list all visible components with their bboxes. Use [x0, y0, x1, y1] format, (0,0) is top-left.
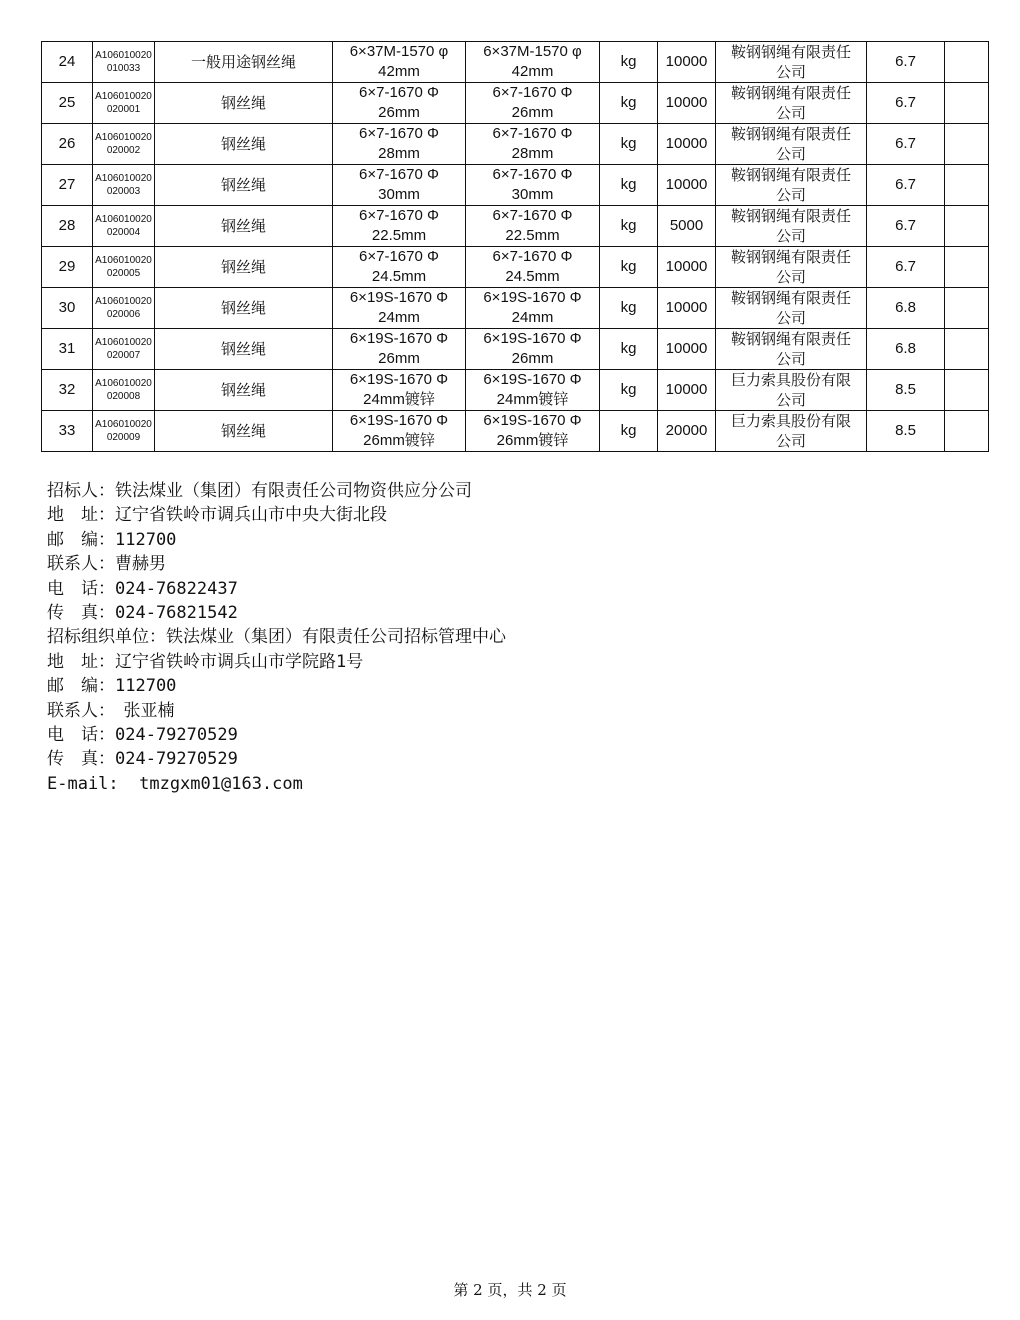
spec-model-cell — [466, 329, 600, 370]
manufacturer-cell — [716, 411, 867, 452]
material-code-cell — [93, 206, 155, 247]
spec-text: 26mm镀锌 — [363, 432, 435, 449]
table-row — [42, 288, 989, 329]
price-cell — [867, 165, 945, 206]
material-name-cell — [155, 83, 333, 124]
material-name-text: 钢丝绳 — [220, 299, 266, 317]
material-code-cell — [93, 370, 155, 411]
table-row — [42, 83, 989, 124]
spec-cell — [333, 165, 466, 206]
page-number: 第 2 页，共 2 页 — [453, 1281, 567, 1299]
table-row — [42, 329, 989, 370]
quantity-cell — [658, 288, 716, 329]
spec-model-cell — [466, 83, 600, 124]
material-code-text: A106010020 — [95, 337, 152, 348]
spec-model-text: 6×7-1670 Φ — [492, 248, 573, 265]
material-code-text: 020002 — [106, 145, 141, 156]
spec-text: 6×19S-1670 Φ — [349, 412, 449, 429]
manufacturer-text: 公司 — [775, 309, 806, 327]
manufacturer-text: 鞍钢钢绳有限责任 — [730, 289, 851, 307]
material-code-text: A106010020 — [95, 296, 152, 307]
material-code-cell — [93, 165, 155, 206]
spec-model-text: 24mm — [511, 309, 554, 326]
manufacturer-text: 鞍钢钢绳有限责任 — [730, 207, 851, 225]
spec-text: 22.5mm — [371, 227, 427, 244]
material-code-cell — [93, 83, 155, 124]
material-code-text: A106010020 — [95, 132, 152, 143]
material-name-cell — [155, 288, 333, 329]
material-code-text: 020003 — [106, 186, 141, 197]
price-text: 6.8 — [895, 340, 916, 357]
material-code-text: 020007 — [106, 350, 141, 361]
row-number-text: 28 — [58, 217, 76, 234]
manufacturer-text: 鞍钢钢绳有限责任 — [730, 43, 851, 61]
table-row — [42, 247, 989, 288]
spec-model-text: 22.5mm — [505, 227, 560, 244]
row-number-cell — [42, 288, 93, 329]
spec-model-cell — [466, 42, 600, 83]
row-number-text: 29 — [58, 258, 76, 275]
unit-cell — [600, 288, 658, 329]
material-name-text: 钢丝绳 — [220, 422, 266, 440]
row-number-text: 26 — [58, 135, 76, 152]
row-number-cell — [42, 247, 93, 288]
row-number-cell — [42, 165, 93, 206]
info-line: 联系人：曹赫男 — [47, 554, 166, 575]
remark-cell — [945, 42, 989, 83]
unit-text: kg — [620, 381, 637, 398]
price-text: 6.8 — [895, 299, 916, 316]
remark-cell — [945, 124, 989, 165]
table-row — [42, 165, 989, 206]
info-line: 招标人：铁法煤业（集团）有限责任公司物资供应分公司 — [47, 481, 472, 501]
quantity-text: 10000 — [665, 176, 708, 193]
spec-text: 24mm — [378, 309, 420, 326]
material-code-text: A106010020 — [95, 255, 152, 266]
spec-text: 6×7-1670 Φ — [359, 166, 439, 183]
quantity-text: 10000 — [665, 381, 708, 398]
price-text: 6.7 — [895, 94, 916, 111]
table-row — [42, 370, 989, 411]
info-line: 电 话：024-76822437 — [47, 578, 238, 599]
table-row — [42, 124, 989, 165]
material-code-text: A106010020 — [95, 214, 152, 225]
row-number-text: 30 — [58, 299, 76, 316]
unit-text: kg — [620, 94, 637, 111]
spec-text: 6×7-1670 Φ — [359, 207, 439, 224]
material-code-cell — [93, 42, 155, 83]
spec-text: 6×19S-1670 Φ — [349, 289, 449, 306]
manufacturer-text: 公司 — [775, 432, 806, 450]
quantity-cell — [658, 411, 716, 452]
material-code-text: 020004 — [106, 227, 141, 238]
price-text: 6.7 — [895, 258, 916, 275]
info-line: 联系人： 张亚楠 — [47, 700, 175, 721]
spec-cell — [333, 370, 466, 411]
spec-model-text: 6×19S-1670 Φ — [483, 371, 582, 388]
price-text: 6.7 — [895, 176, 916, 193]
manufacturer-cell — [716, 83, 867, 124]
remark-cell — [945, 83, 989, 124]
spec-model-cell — [466, 206, 600, 247]
info-line: 地 址：辽宁省铁岭市调兵山市学院路1号 — [47, 651, 364, 672]
material-code-text: A106010020 — [95, 91, 152, 102]
material-name-text: 钢丝绳 — [220, 258, 266, 276]
material-name-cell — [155, 329, 333, 370]
spec-text: 6×37M-1570 φ — [349, 43, 449, 60]
manufacturer-text: 公司 — [775, 227, 806, 245]
manufacturer-text: 鞍钢钢绳有限责任 — [730, 330, 851, 348]
materials-table — [41, 41, 989, 452]
manufacturer-text: 公司 — [775, 145, 806, 163]
row-number-text: 25 — [58, 94, 76, 111]
material-name-text: 钢丝绳 — [220, 217, 266, 235]
price-cell — [867, 370, 945, 411]
quantity-text: 10000 — [665, 135, 708, 152]
material-code-text: 020009 — [106, 432, 141, 443]
spec-model-text: 24mm镀锌 — [496, 391, 569, 408]
price-text: 8.5 — [895, 422, 916, 439]
remark-cell — [945, 206, 989, 247]
spec-text: 26mm — [378, 104, 420, 121]
row-number-text: 24 — [58, 53, 76, 70]
unit-text: kg — [620, 53, 637, 70]
quantity-cell — [658, 247, 716, 288]
material-name-text: 钢丝绳 — [220, 135, 266, 153]
row-number-cell — [42, 329, 93, 370]
unit-text: kg — [620, 217, 637, 234]
unit-cell — [600, 42, 658, 83]
row-number-cell — [42, 42, 93, 83]
material-name-text: 钢丝绳 — [220, 340, 266, 358]
info-line: 传 真：024-76821542 — [47, 602, 238, 623]
quantity-text: 10000 — [665, 53, 708, 70]
info-line: 地 址：辽宁省铁岭市调兵山市中央大街北段 — [47, 505, 387, 526]
material-code-cell — [93, 329, 155, 370]
quantity-cell — [658, 83, 716, 124]
quantity-cell — [658, 329, 716, 370]
material-code-text: A106010020 — [95, 419, 152, 430]
price-cell — [867, 247, 945, 288]
manufacturer-text: 公司 — [775, 104, 806, 122]
spec-text: 6×19S-1670 Φ — [349, 371, 449, 388]
remark-cell — [945, 247, 989, 288]
spec-cell — [333, 83, 466, 124]
remark-cell — [945, 288, 989, 329]
spec-model-text: 6×19S-1670 Φ — [483, 412, 582, 429]
spec-cell — [333, 288, 466, 329]
row-number-cell — [42, 370, 93, 411]
material-code-text: A106010020 — [95, 50, 152, 61]
price-text: 6.7 — [895, 135, 916, 152]
spec-model-text: 26mm — [511, 350, 554, 367]
spec-text: 24.5mm — [371, 268, 427, 285]
quantity-cell — [658, 124, 716, 165]
unit-cell — [600, 206, 658, 247]
row-number-cell — [42, 83, 93, 124]
spec-model-text: 6×7-1670 Φ — [492, 125, 573, 142]
material-name-cell — [155, 411, 333, 452]
quantity-text: 10000 — [665, 258, 708, 275]
material-name-cell — [155, 206, 333, 247]
manufacturer-cell — [716, 288, 867, 329]
quantity-cell — [658, 165, 716, 206]
spec-model-text: 6×19S-1670 Φ — [483, 330, 582, 347]
row-number-cell — [42, 206, 93, 247]
spec-model-cell — [466, 247, 600, 288]
row-number-text: 32 — [58, 381, 76, 398]
material-name-cell — [155, 370, 333, 411]
price-cell — [867, 329, 945, 370]
unit-cell — [600, 124, 658, 165]
unit-text: kg — [620, 422, 637, 439]
info-line: 电 话：024-79270529 — [47, 724, 238, 745]
material-name-text: 一般用途钢丝绳 — [190, 53, 296, 71]
material-name-text: 钢丝绳 — [220, 94, 266, 112]
quantity-text: 5000 — [669, 217, 704, 234]
manufacturer-text: 鞍钢钢绳有限责任 — [730, 125, 851, 143]
unit-cell — [600, 329, 658, 370]
spec-cell — [333, 206, 466, 247]
unit-text: kg — [620, 176, 637, 193]
spec-model-text: 6×19S-1670 Φ — [483, 289, 582, 306]
material-code-cell — [93, 124, 155, 165]
manufacturer-text: 巨力索具股份有限 — [730, 412, 851, 430]
unit-text: kg — [620, 258, 637, 275]
row-number-cell — [42, 124, 93, 165]
spec-text: 24mm镀锌 — [363, 391, 435, 408]
price-cell — [867, 83, 945, 124]
price-text: 8.5 — [895, 381, 916, 398]
spec-model-text: 26mm镀锌 — [496, 432, 569, 449]
spec-cell — [333, 247, 466, 288]
manufacturer-text: 公司 — [775, 350, 806, 368]
material-code-text: 020008 — [106, 391, 141, 402]
material-code-text: 020005 — [106, 268, 141, 279]
spec-model-text: 28mm — [511, 145, 554, 162]
info-line: 邮 编：112700 — [47, 529, 177, 550]
manufacturer-cell — [716, 370, 867, 411]
price-text: 6.7 — [895, 53, 916, 70]
material-name-cell — [155, 247, 333, 288]
manufacturer-text: 鞍钢钢绳有限责任 — [730, 84, 851, 102]
spec-text: 28mm — [378, 145, 420, 162]
spec-model-text: 6×7-1670 Φ — [492, 207, 573, 224]
quantity-text: 20000 — [665, 422, 708, 439]
manufacturer-cell — [716, 42, 867, 83]
unit-text: kg — [620, 299, 637, 316]
material-name-text: 钢丝绳 — [220, 381, 266, 399]
row-number-text: 33 — [58, 422, 76, 439]
spec-model-cell — [466, 124, 600, 165]
spec-text: 6×7-1670 Φ — [359, 125, 439, 142]
spec-text: 6×19S-1670 Φ — [349, 330, 449, 347]
unit-cell — [600, 165, 658, 206]
quantity-text: 10000 — [665, 299, 708, 316]
row-number-text: 31 — [58, 340, 76, 357]
price-cell — [867, 288, 945, 329]
price-cell — [867, 124, 945, 165]
spec-model-text: 6×7-1670 Φ — [492, 166, 573, 183]
spec-model-text: 24.5mm — [505, 268, 560, 285]
unit-cell — [600, 411, 658, 452]
spec-text: 6×7-1670 Φ — [359, 84, 439, 101]
row-number-cell — [42, 411, 93, 452]
material-code-cell — [93, 247, 155, 288]
spec-model-text: 30mm — [511, 186, 554, 203]
table-row — [42, 206, 989, 247]
manufacturer-text: 巨力索具股份有限 — [730, 371, 851, 389]
info-line: 招标组织单位：铁法煤业（集团）有限责任公司招标管理中心 — [47, 627, 506, 648]
manufacturer-cell — [716, 329, 867, 370]
price-cell — [867, 206, 945, 247]
manufacturer-cell — [716, 206, 867, 247]
spec-cell — [333, 411, 466, 452]
material-code-cell — [93, 411, 155, 452]
spec-model-text: 26mm — [511, 104, 554, 121]
info-line: E-mail: tmzgxm01@163.com — [47, 773, 303, 794]
material-name-cell — [155, 124, 333, 165]
spec-text: 30mm — [378, 186, 420, 203]
unit-cell — [600, 83, 658, 124]
manufacturer-text: 鞍钢钢绳有限责任 — [730, 248, 851, 266]
price-cell — [867, 411, 945, 452]
table-row — [42, 42, 989, 83]
spec-model-text: 42mm — [511, 63, 554, 80]
material-code-text: A106010020 — [95, 173, 152, 184]
spec-model-text: 6×37M-1570 φ — [483, 43, 582, 60]
remark-cell — [945, 165, 989, 206]
material-code-text: 020001 — [106, 104, 141, 115]
material-name-cell — [155, 165, 333, 206]
spec-model-cell — [466, 370, 600, 411]
manufacturer-cell — [716, 124, 867, 165]
spec-cell — [333, 124, 466, 165]
quantity-cell — [658, 206, 716, 247]
spec-cell — [333, 329, 466, 370]
unit-cell — [600, 370, 658, 411]
spec-text: 26mm — [378, 350, 420, 367]
manufacturer-cell — [716, 247, 867, 288]
info-line: 传 真：024-79270529 — [47, 749, 238, 770]
spec-model-text: 6×7-1670 Φ — [492, 84, 573, 101]
info-line: 邮 编：112700 — [47, 676, 177, 697]
spec-model-cell — [466, 288, 600, 329]
price-text: 6.7 — [895, 217, 916, 234]
quantity-text: 10000 — [665, 340, 708, 357]
remark-cell — [945, 411, 989, 452]
remark-cell — [945, 329, 989, 370]
unit-cell — [600, 247, 658, 288]
quantity-cell — [658, 42, 716, 83]
table-row — [42, 411, 989, 452]
manufacturer-text: 公司 — [775, 186, 806, 204]
material-code-text: 020006 — [106, 309, 141, 320]
spec-text: 42mm — [378, 63, 420, 80]
row-number-text: 27 — [58, 176, 76, 193]
manufacturer-text: 公司 — [775, 268, 806, 286]
spec-model-cell — [466, 411, 600, 452]
unit-text: kg — [620, 340, 637, 357]
spec-model-cell — [466, 165, 600, 206]
spec-cell — [333, 42, 466, 83]
manufacturer-text: 公司 — [775, 63, 806, 81]
unit-text: kg — [620, 135, 637, 152]
quantity-cell — [658, 370, 716, 411]
spec-text: 6×7-1670 Φ — [359, 248, 439, 265]
remark-cell — [945, 370, 989, 411]
material-code-text: A106010020 — [95, 378, 152, 389]
manufacturer-text: 鞍钢钢绳有限责任 — [730, 166, 851, 184]
material-name-text: 钢丝绳 — [220, 176, 266, 194]
quantity-text: 10000 — [665, 94, 708, 111]
contact-info — [47, 479, 506, 796]
material-code-text: 010033 — [106, 63, 141, 74]
price-cell — [867, 42, 945, 83]
material-name-cell — [155, 42, 333, 83]
material-code-cell — [93, 288, 155, 329]
manufacturer-text: 公司 — [775, 391, 806, 409]
manufacturer-cell — [716, 165, 867, 206]
